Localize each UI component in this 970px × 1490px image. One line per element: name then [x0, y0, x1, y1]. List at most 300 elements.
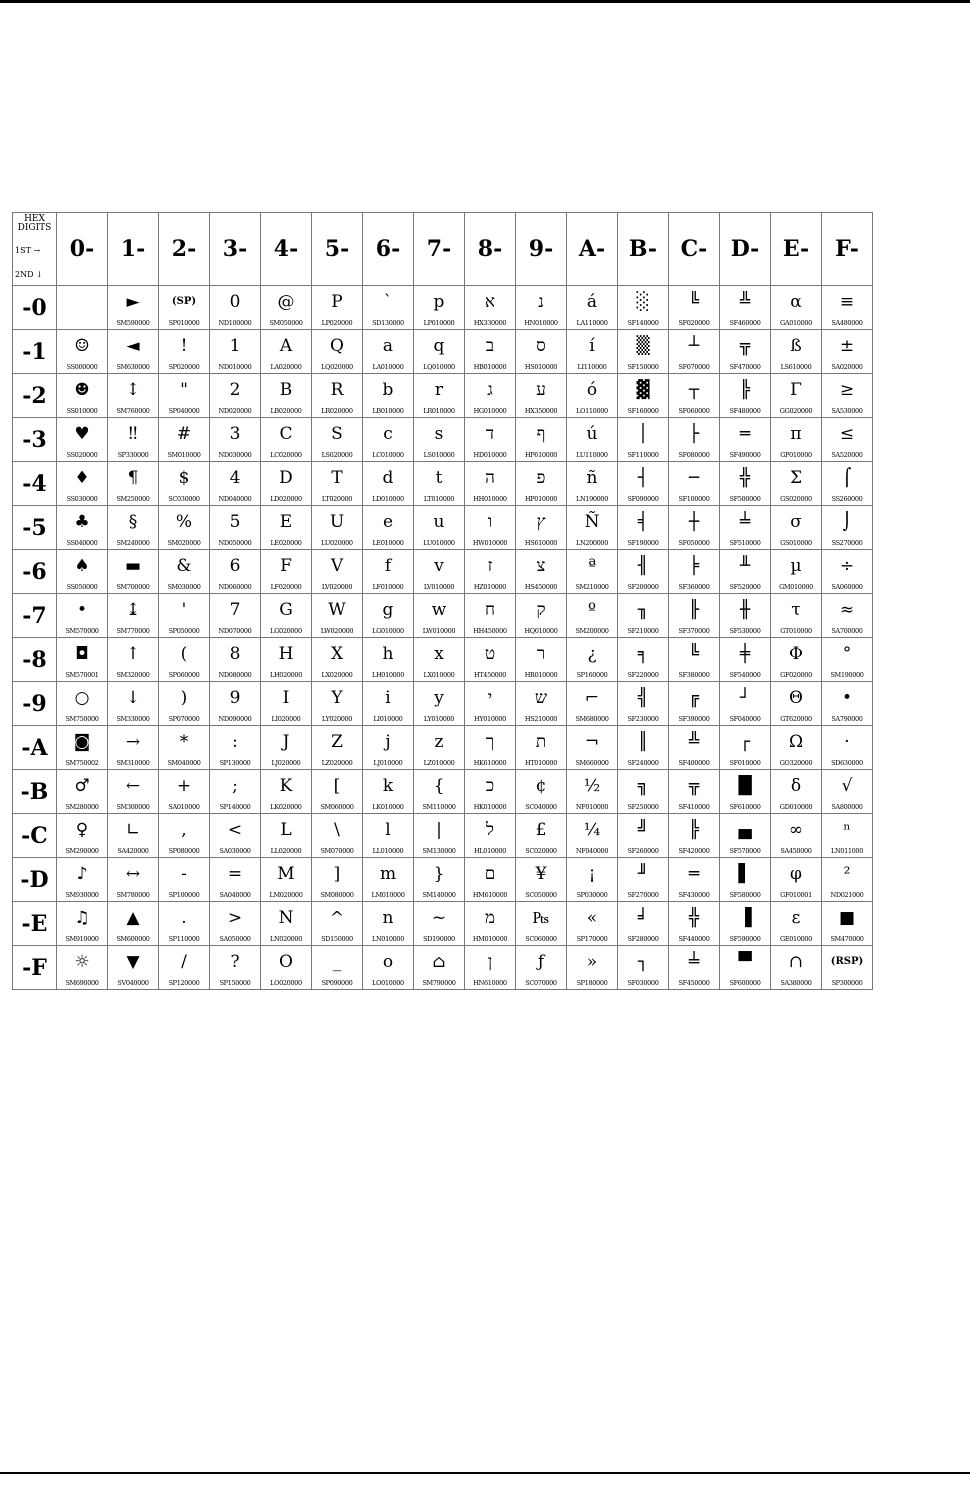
character-code: SF450000	[678, 979, 710, 987]
character-cell	[414, 286, 465, 330]
character-cell	[771, 814, 822, 858]
character-code: ND100000	[218, 319, 252, 327]
character-glyph: ק	[536, 600, 546, 620]
character-code: SF470000	[729, 363, 761, 371]
character-cell	[312, 330, 363, 374]
character-code: HK610000	[473, 759, 507, 767]
character-cell	[771, 726, 822, 770]
character-cell	[822, 330, 873, 374]
character-cell	[720, 814, 771, 858]
character-glyph: ,	[181, 820, 187, 840]
character-cell	[822, 946, 873, 990]
character-cell	[822, 550, 873, 594]
character-glyph: 6	[229, 556, 241, 576]
character-code: SA520000	[831, 451, 863, 459]
character-glyph: l	[385, 820, 391, 840]
character-cell	[516, 506, 567, 550]
character-code: SP130000	[219, 759, 251, 767]
character-glyph: ≤	[839, 424, 855, 444]
character-code: SF600000	[729, 979, 761, 987]
character-glyph: ╠	[739, 380, 751, 400]
character-cell	[261, 330, 312, 374]
character-cell	[159, 726, 210, 770]
character-glyph: •	[841, 688, 853, 708]
character-cell	[669, 770, 720, 814]
character-glyph: ╧	[739, 512, 751, 532]
character-cell	[771, 374, 822, 418]
character-cell	[159, 770, 210, 814]
character-cell	[618, 550, 669, 594]
character-code: SS010000	[66, 407, 98, 415]
character-cell	[465, 946, 516, 990]
character-cell	[210, 506, 261, 550]
character-cell	[618, 418, 669, 462]
character-code: SM690000	[65, 979, 99, 987]
character-cell	[465, 858, 516, 902]
table-row	[13, 726, 873, 770]
character-glyph: <	[227, 820, 243, 840]
character-code: LS010000	[423, 451, 455, 459]
character-cell	[516, 770, 567, 814]
character-glyph: K	[279, 776, 293, 796]
character-cell	[159, 902, 210, 946]
character-code: GT620000	[780, 715, 812, 723]
character-cell	[57, 770, 108, 814]
character-glyph: ┼	[688, 512, 700, 532]
code-page-table	[12, 212, 873, 990]
character-glyph: q	[433, 336, 445, 356]
character-glyph: ª	[587, 556, 597, 576]
character-cell	[618, 770, 669, 814]
character-code: ND020000	[218, 407, 252, 415]
character-code: GT010000	[780, 627, 812, 635]
character-glyph: M	[277, 864, 295, 884]
corner-cell	[13, 213, 57, 286]
character-glyph: ∩	[788, 952, 804, 972]
character-glyph: ╡	[637, 512, 649, 532]
character-cell	[261, 946, 312, 990]
character-glyph: (	[180, 644, 188, 664]
character-cell	[771, 682, 822, 726]
character-cell	[159, 550, 210, 594]
character-glyph: ♣	[74, 512, 90, 532]
character-cell	[210, 374, 261, 418]
character-code: LY010000	[423, 715, 455, 723]
character-cell	[414, 682, 465, 726]
character-cell	[720, 902, 771, 946]
character-code: SF390000	[678, 715, 710, 723]
character-code: HY010000	[474, 715, 506, 723]
character-cell	[363, 770, 414, 814]
character-glyph: ◘	[75, 644, 89, 664]
row-header: -6	[13, 550, 57, 594]
character-code: LK010000	[372, 803, 404, 811]
character-cell	[720, 330, 771, 374]
character-glyph: \	[334, 820, 340, 840]
character-cell	[618, 814, 669, 858]
column-header: A-	[567, 213, 618, 286]
character-cell	[363, 418, 414, 462]
character-glyph: §	[128, 512, 138, 532]
character-glyph: "	[180, 380, 188, 400]
character-glyph: ╠	[688, 820, 700, 840]
character-code: SF510000	[729, 539, 761, 547]
character-code: SM300000	[116, 803, 150, 811]
character-cell	[567, 726, 618, 770]
character-code: SM110000	[422, 803, 456, 811]
character-cell	[108, 902, 159, 946]
row-header: -7	[13, 594, 57, 638]
row-header: -1	[13, 330, 57, 374]
character-cell	[618, 726, 669, 770]
character-cell	[261, 506, 312, 550]
character-cell	[465, 374, 516, 418]
character-code: SF150000	[627, 363, 659, 371]
character-code: SM760000	[116, 407, 150, 415]
character-glyph: C	[279, 424, 293, 444]
character-code: LT020000	[321, 495, 353, 503]
character-code: SS030000	[66, 495, 98, 503]
character-code: LM010000	[371, 891, 405, 899]
character-cell	[771, 286, 822, 330]
character-glyph: |	[436, 820, 442, 840]
character-code: SF410000	[678, 803, 710, 811]
character-cell	[414, 374, 465, 418]
character-glyph: )	[180, 688, 188, 708]
character-cell	[363, 506, 414, 550]
character-glyph: ע	[536, 380, 546, 400]
character-code: SP020000	[168, 363, 200, 371]
character-glyph: ≡	[839, 292, 855, 312]
character-code: SM910000	[65, 935, 99, 943]
character-code: LQ010000	[423, 363, 455, 371]
row-header: -F	[13, 946, 57, 990]
character-code: LL010000	[372, 847, 404, 855]
character-cell	[210, 330, 261, 374]
character-cell	[822, 462, 873, 506]
character-cell	[669, 902, 720, 946]
character-cell	[108, 814, 159, 858]
character-code: SM130000	[422, 847, 456, 855]
character-cell	[567, 462, 618, 506]
character-cell	[771, 638, 822, 682]
character-glyph: S	[331, 424, 343, 444]
character-glyph: ±	[839, 336, 855, 356]
character-code: LV020000	[321, 583, 353, 591]
character-code: LI010000	[373, 715, 403, 723]
character-glyph: ף	[536, 424, 546, 444]
character-glyph: H	[278, 644, 294, 664]
character-cell	[210, 726, 261, 770]
character-code: SM330000	[116, 715, 150, 723]
character-code: SA030000	[219, 847, 251, 855]
character-cell	[108, 594, 159, 638]
character-code: SF010000	[729, 759, 761, 767]
character-glyph: 3	[229, 424, 241, 444]
column-header: 4-	[261, 213, 312, 286]
character-cell	[516, 330, 567, 374]
character-glyph: }	[433, 864, 445, 884]
character-code: SM470000	[830, 935, 864, 943]
character-code: SF460000	[729, 319, 761, 327]
character-code: SF480000	[729, 407, 761, 415]
character-code: LX020000	[321, 671, 353, 679]
character-code: GS020000	[780, 495, 812, 503]
character-cell	[822, 902, 873, 946]
table-row	[13, 814, 873, 858]
character-cell	[465, 286, 516, 330]
character-glyph: ╖	[637, 600, 649, 620]
character-cell	[312, 594, 363, 638]
character-glyph: O	[279, 952, 293, 972]
character-code: ND080000	[218, 671, 252, 679]
character-code: SD630000	[831, 759, 863, 767]
character-cell	[57, 506, 108, 550]
table-body	[13, 286, 873, 990]
character-code: ND060000	[218, 583, 252, 591]
character-glyph: ♀	[75, 820, 89, 840]
character-code: HN010000	[524, 319, 558, 327]
character-glyph: ╣	[637, 688, 649, 708]
character-glyph: ├	[688, 424, 700, 444]
character-glyph: ╧	[688, 952, 700, 972]
character-glyph: י	[487, 688, 493, 708]
character-code: SP060000	[168, 671, 200, 679]
character-code: SA380000	[780, 979, 812, 987]
character-glyph: [	[333, 776, 341, 796]
table-row	[13, 286, 873, 330]
table-row	[13, 374, 873, 418]
character-code: LH010000	[372, 671, 404, 679]
character-cell	[822, 858, 873, 902]
character-code: SF430000	[678, 891, 710, 899]
character-glyph: ◄	[126, 336, 140, 356]
character-code: SC030000	[168, 495, 200, 503]
character-code: SF080000	[678, 451, 710, 459]
character-glyph: ם	[484, 864, 496, 884]
character-cell	[363, 462, 414, 506]
character-code: SF500000	[729, 495, 761, 503]
character-code: ND030000	[218, 451, 252, 459]
character-cell	[465, 462, 516, 506]
character-cell	[618, 638, 669, 682]
row-header: -2	[13, 374, 57, 418]
character-glyph: ┌	[739, 732, 751, 752]
column-header: B-	[618, 213, 669, 286]
character-cell	[771, 418, 822, 462]
character-cell	[822, 594, 873, 638]
character-cell	[312, 374, 363, 418]
column-header: 2-	[159, 213, 210, 286]
character-code: LO020000	[270, 979, 302, 987]
character-glyph: ∟	[125, 820, 141, 840]
character-glyph: >	[227, 908, 243, 928]
character-cell	[414, 814, 465, 858]
character-cell	[618, 330, 669, 374]
character-glyph: ^	[329, 908, 345, 928]
character-glyph: d	[382, 468, 394, 488]
character-code: GS010000	[780, 539, 812, 547]
character-cell	[312, 418, 363, 462]
character-cell	[363, 374, 414, 418]
character-code: LE010000	[372, 539, 404, 547]
character-glyph: ½	[583, 776, 601, 796]
character-cell	[363, 902, 414, 946]
character-cell	[261, 594, 312, 638]
character-cell	[108, 946, 159, 990]
character-glyph: ש	[534, 688, 548, 708]
character-glyph: F	[280, 556, 292, 576]
character-glyph: R	[330, 380, 344, 400]
character-glyph: ל	[486, 820, 494, 840]
character-code: LA020000	[270, 363, 302, 371]
character-cell	[414, 330, 465, 374]
character-cell	[567, 550, 618, 594]
table-row	[13, 506, 873, 550]
character-glyph: δ	[790, 776, 802, 796]
character-code: LO010000	[372, 979, 404, 987]
character-glyph: µ	[790, 556, 802, 576]
character-cell	[669, 638, 720, 682]
character-cell	[363, 814, 414, 858]
character-glyph: 4	[229, 468, 241, 488]
character-code: GP010000	[780, 451, 812, 459]
character-cell	[414, 418, 465, 462]
character-cell	[618, 506, 669, 550]
character-code: HW010000	[472, 539, 508, 547]
character-cell	[159, 462, 210, 506]
character-code: LH020000	[270, 671, 302, 679]
character-cell	[771, 770, 822, 814]
character-code: SF210000	[627, 627, 659, 635]
character-glyph: i	[385, 688, 391, 708]
character-glyph: ╞	[688, 556, 700, 576]
character-code: SP160000	[576, 671, 608, 679]
character-code: LK020000	[270, 803, 302, 811]
row-header: -B	[13, 770, 57, 814]
character-glyph: ú	[586, 424, 598, 444]
character-code: NF010000	[575, 803, 609, 811]
character-cell	[210, 550, 261, 594]
character-cell	[312, 770, 363, 814]
character-glyph: ▄	[738, 820, 752, 840]
character-glyph: ⌠	[842, 468, 852, 488]
character-cell	[516, 726, 567, 770]
character-glyph: £	[535, 820, 547, 840]
character-cell	[108, 682, 159, 726]
character-glyph: ⌐	[584, 688, 600, 708]
character-code: SS000000	[66, 363, 98, 371]
character-glyph: ↔	[125, 864, 141, 884]
character-cell	[363, 726, 414, 770]
character-glyph: ו	[487, 512, 493, 532]
character-code: SP050000	[168, 627, 200, 635]
character-glyph: -	[181, 864, 187, 884]
character-glyph: X	[330, 644, 344, 664]
character-glyph: מ	[484, 908, 496, 928]
character-cell	[720, 506, 771, 550]
character-code: HN610000	[473, 979, 507, 987]
character-code: LF020000	[270, 583, 302, 591]
character-code: SM660000	[575, 759, 609, 767]
character-code: LQ020000	[321, 363, 353, 371]
character-code: LR020000	[321, 407, 353, 415]
character-code: LZ020000	[321, 759, 353, 767]
character-code: SF110000	[627, 451, 659, 459]
character-glyph: │	[637, 424, 649, 444]
character-cell	[108, 770, 159, 814]
character-glyph: ¶	[127, 468, 139, 488]
bottom-rule	[0, 1472, 970, 1474]
character-cell	[312, 638, 363, 682]
character-glyph: ╬	[688, 908, 700, 928]
character-code: SF250000	[627, 803, 659, 811]
character-code: LP010000	[423, 319, 455, 327]
character-cell	[363, 550, 414, 594]
character-glyph: s	[434, 424, 444, 444]
character-cell	[669, 858, 720, 902]
character-glyph: A	[279, 336, 293, 356]
character-glyph: !	[180, 336, 188, 356]
character-glyph: ╩	[688, 732, 700, 752]
character-glyph: .	[181, 908, 187, 928]
character-code: SP300000	[831, 979, 863, 987]
character-cell	[261, 550, 312, 594]
character-cell	[567, 330, 618, 374]
character-code: SF090000	[627, 495, 659, 503]
character-glyph: ╢	[637, 556, 649, 576]
character-glyph: ⁿ	[843, 820, 851, 840]
character-code: SF240000	[627, 759, 659, 767]
character-cell	[57, 550, 108, 594]
character-cell	[261, 638, 312, 682]
character-glyph: ‼	[128, 424, 138, 444]
character-code: SP080000	[168, 847, 200, 855]
character-cell	[669, 418, 720, 462]
character-glyph: ?	[230, 952, 240, 972]
character-glyph: °	[842, 644, 852, 664]
character-code: LI110000	[577, 363, 607, 371]
character-code: SP330000	[117, 451, 149, 459]
column-header: 8-	[465, 213, 516, 286]
character-code: LP020000	[321, 319, 353, 327]
character-cell	[567, 902, 618, 946]
character-glyph: ╝	[637, 820, 649, 840]
character-glyph: ▒	[636, 336, 650, 356]
character-glyph: ╦	[739, 336, 751, 356]
character-glyph: ;	[232, 776, 238, 796]
character-glyph: _	[332, 952, 342, 972]
character-glyph: c	[383, 424, 393, 444]
character-glyph: π	[790, 424, 802, 444]
character-glyph: p	[433, 292, 445, 312]
character-cell	[618, 858, 669, 902]
character-code: HH010000	[473, 495, 507, 503]
character-glyph: ╟	[688, 600, 700, 620]
character-glyph: ר	[536, 644, 546, 664]
character-glyph: L	[280, 820, 292, 840]
character-glyph: U	[329, 512, 345, 532]
character-cell	[363, 858, 414, 902]
character-cell	[669, 946, 720, 990]
character-glyph: ─	[688, 468, 700, 488]
character-glyph: '	[181, 600, 187, 620]
character-code: SF070000	[678, 363, 710, 371]
character-code: SA450000	[780, 847, 812, 855]
character-cell	[822, 682, 873, 726]
character-glyph: «	[586, 908, 598, 928]
character-glyph: I	[282, 688, 290, 708]
